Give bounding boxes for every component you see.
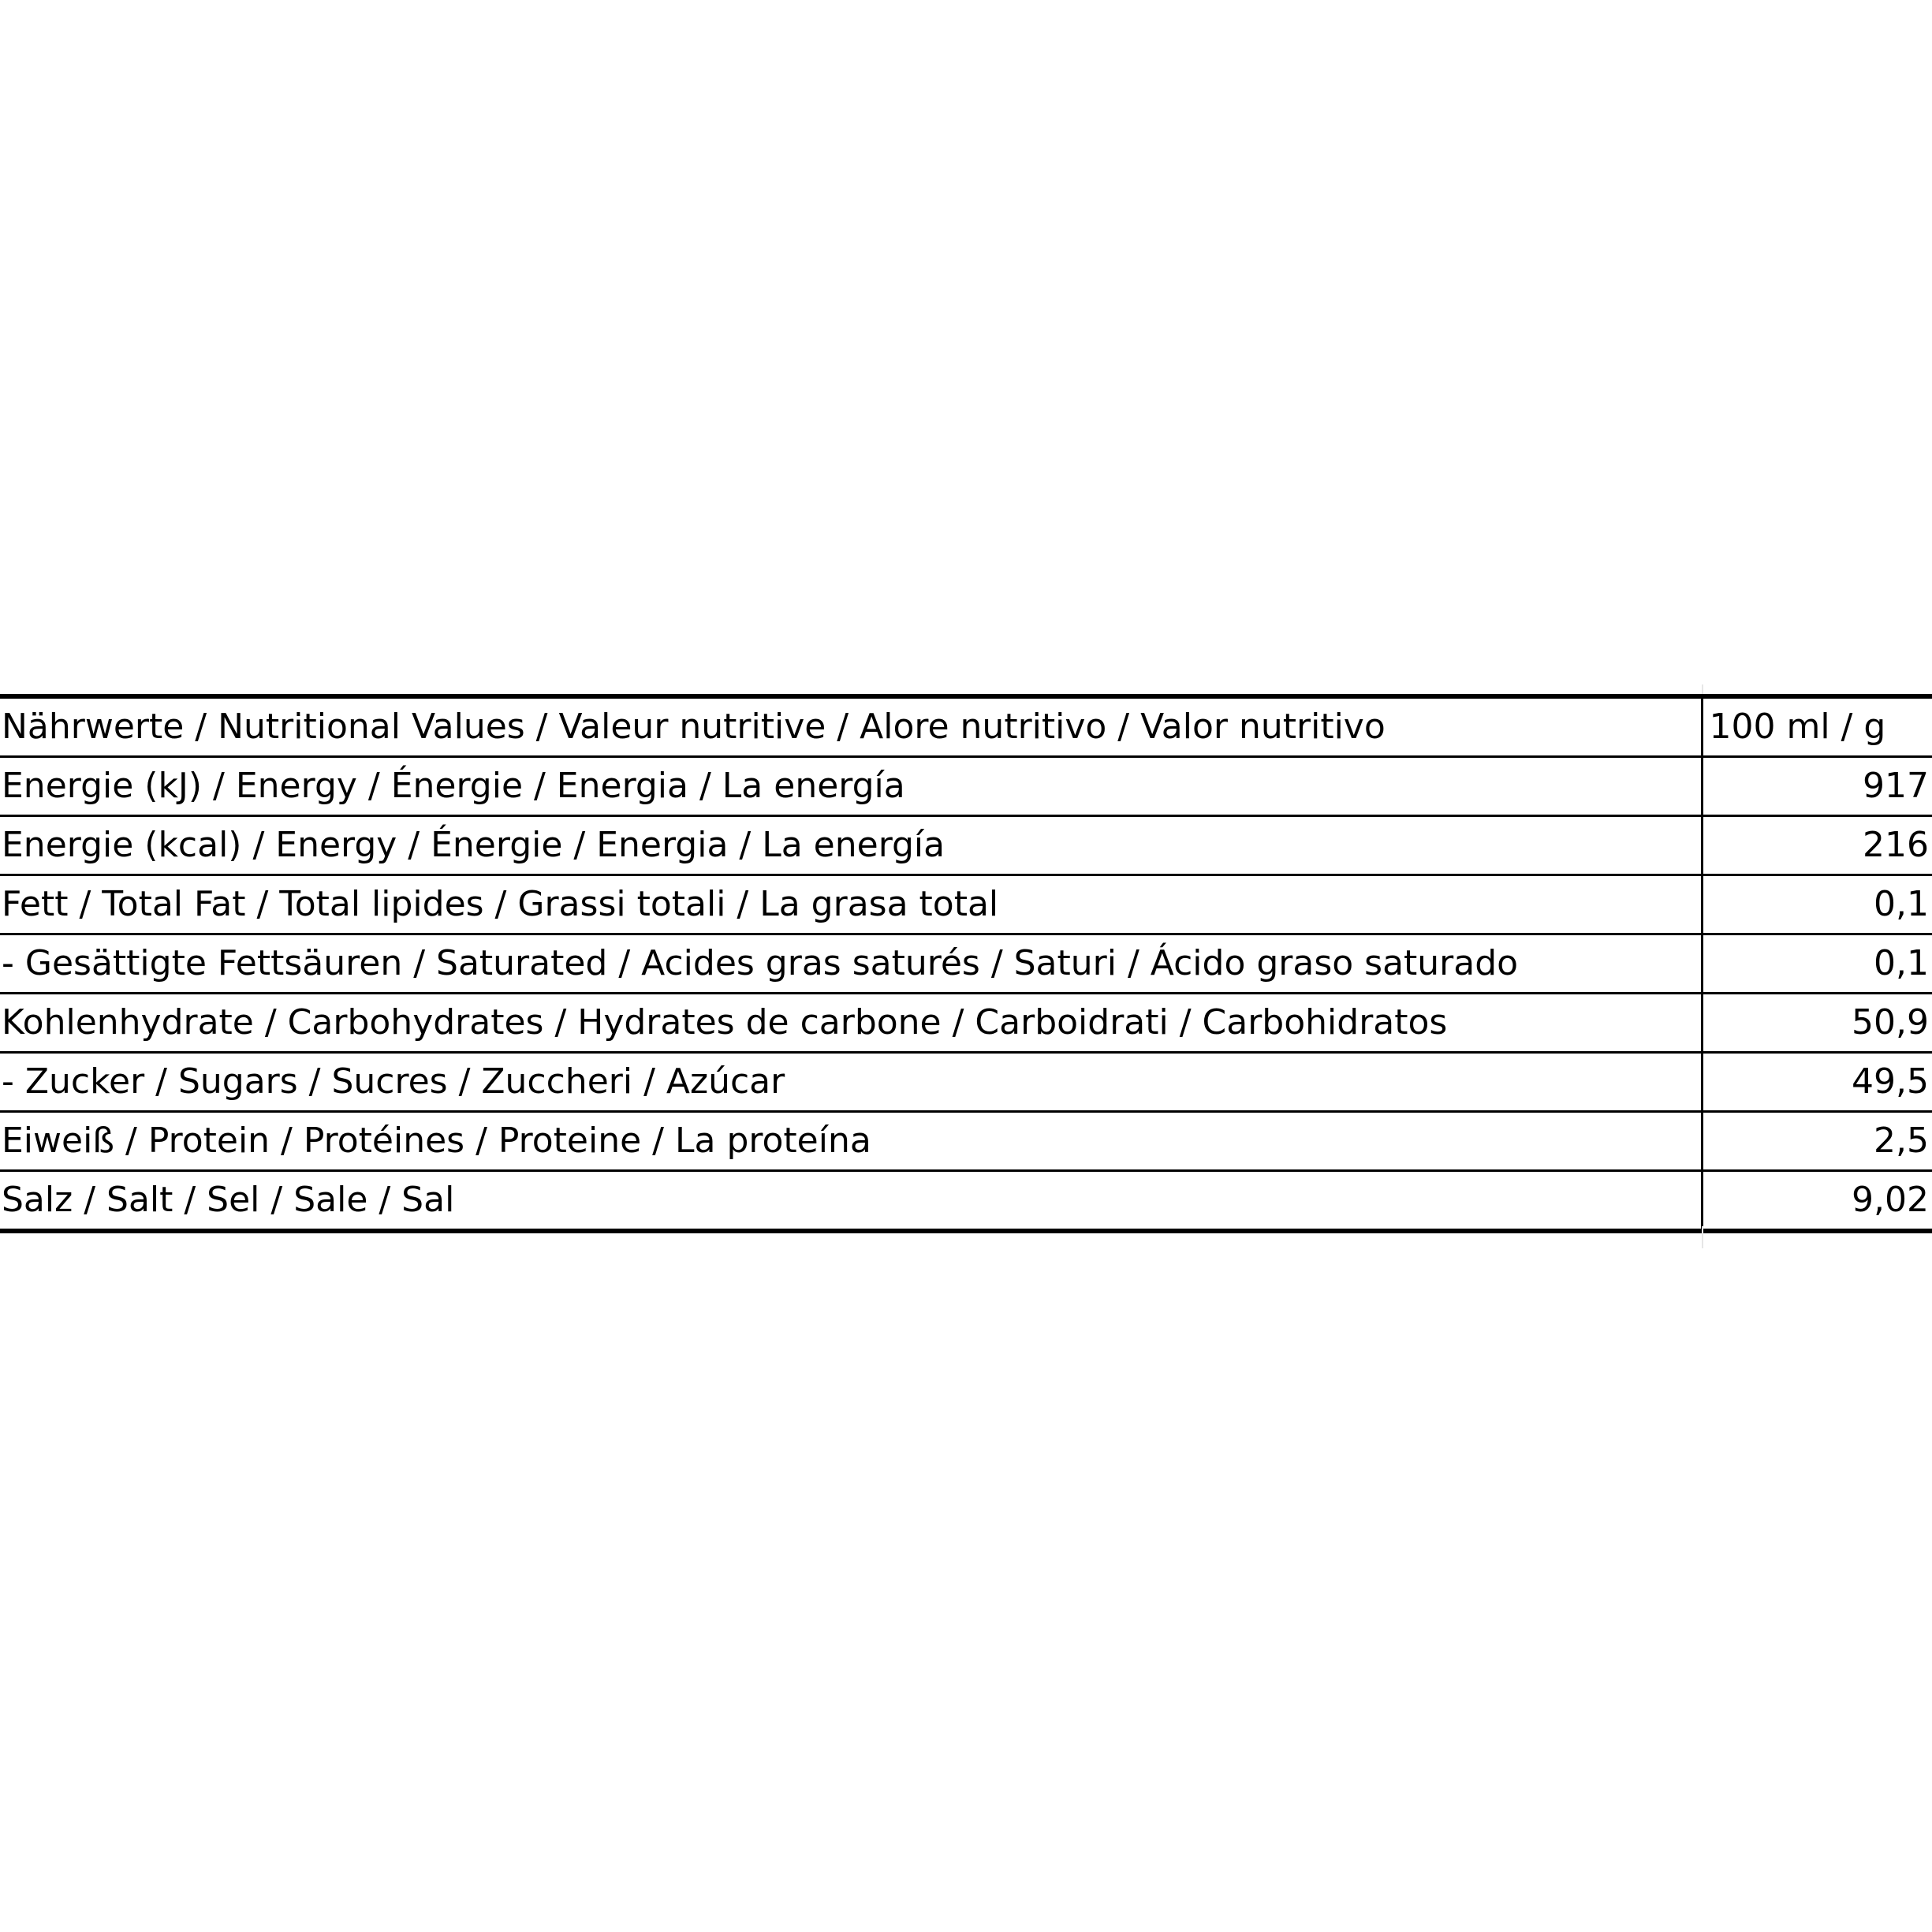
table-row (0, 757, 1932, 816)
column-gridline-bottom (1702, 1226, 1703, 1248)
row-label: - Zucker / Sugars / Sucres / Zuccheri / Azúcar (0, 1053, 1702, 1112)
row-value: 50,9 (1702, 994, 1932, 1053)
table-row (0, 816, 1932, 875)
table-row (0, 934, 1932, 994)
row-label: Energie (kcal) / Energy / Énergie / Energia / La energía (0, 816, 1702, 875)
row-value: 216 (1702, 816, 1932, 875)
row-label: Kohlenhydrate / Carbohydrates / Hydrates de carbone / Carboidrati / Carbohidratos (0, 994, 1702, 1053)
row-value: 49,5 (1702, 1053, 1932, 1112)
row-label: Eiweiß / Protein / Protéines / Proteine / La proteína (0, 1112, 1702, 1171)
header-label: Nährwerte / Nutritional Values / Valeur nutritive / Alore nutritivo / Valor nutritivo (0, 696, 1702, 757)
table-row (0, 1171, 1932, 1232)
row-value: 0,1 (1702, 934, 1932, 994)
row-value: 9,02 (1702, 1171, 1932, 1232)
table-row (0, 1053, 1932, 1112)
row-label: Fett / Total Fat / Total lipides / Grassi totali / La grasa total (0, 875, 1702, 934)
row-label: - Gesättigte Fettsäuren / Saturated / Acides gras saturés / Saturi / Ácido graso saturado (0, 934, 1702, 994)
table-row (0, 1112, 1932, 1171)
row-label: Salz / Salt / Sel / Sale / Sal (0, 1171, 1702, 1232)
table-row (0, 994, 1932, 1053)
table-row (0, 875, 1932, 934)
table-header-row (0, 696, 1932, 757)
row-value: 0,1 (1702, 875, 1932, 934)
header-unit: 100 ml / g (1702, 696, 1932, 757)
row-label: Energie (kJ) / Energy / Énergie / Energia / La energía (0, 757, 1702, 816)
row-value: 2,5 (1702, 1112, 1932, 1171)
row-value: 917 (1702, 757, 1932, 816)
nutrition-table (0, 694, 1932, 1233)
